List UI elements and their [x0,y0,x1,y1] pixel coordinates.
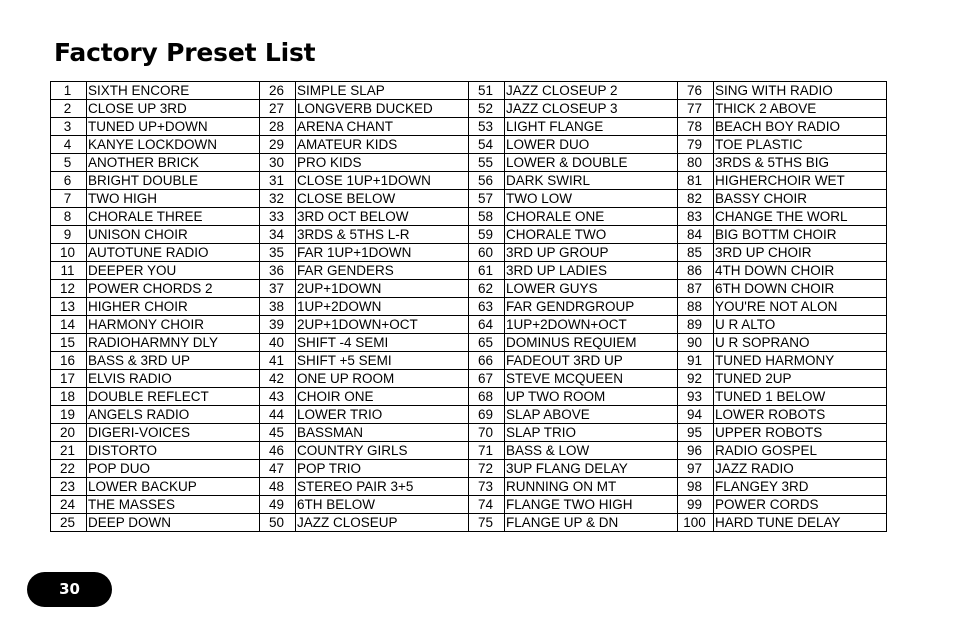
preset-name: ANOTHER BRICK [87,154,260,172]
preset-name: UPPER ROBOTS [714,424,887,442]
preset-name: CHORALE THREE [87,208,260,226]
preset-name: THE MASSES [87,496,260,514]
table-row [51,100,887,118]
preset-number: 60 [469,244,505,262]
preset-name: 1UP+2DOWN [296,298,469,316]
preset-number: 24 [51,496,87,514]
preset-name: TWO LOW [505,190,678,208]
preset-name: LOWER BACKUP [87,478,260,496]
preset-number: 83 [678,208,714,226]
preset-name: ANGELS RADIO [87,406,260,424]
preset-name: ELVIS RADIO [87,370,260,388]
preset-name: 2UP+1DOWN+OCT [296,316,469,334]
preset-name: LOWER TRIO [296,406,469,424]
preset-number: 82 [678,190,714,208]
preset-name: LONGVERB DUCKED [296,100,469,118]
preset-number: 98 [678,478,714,496]
preset-number: 33 [260,208,296,226]
preset-number: 50 [260,514,296,532]
preset-name: JAZZ CLOSEUP 3 [505,100,678,118]
preset-number: 35 [260,244,296,262]
preset-name: SLAP ABOVE [505,406,678,424]
preset-name: 6TH DOWN CHOIR [714,280,887,298]
preset-number: 53 [469,118,505,136]
preset-name: LOWER & DOUBLE [505,154,678,172]
preset-name: BASSY CHOIR [714,190,887,208]
preset-name: TUNED 1 BELOW [714,388,887,406]
table-row [51,172,887,190]
preset-number: 6 [51,172,87,190]
preset-name: RADIO GOSPEL [714,442,887,460]
preset-number: 46 [260,442,296,460]
preset-number: 9 [51,226,87,244]
preset-number: 56 [469,172,505,190]
preset-number: 69 [469,406,505,424]
preset-name: BASSMAN [296,424,469,442]
preset-name: SING WITH RADIO [714,82,887,100]
preset-name: STEVE MCQUEEN [505,370,678,388]
preset-number: 80 [678,154,714,172]
page-title: Factory Preset List [54,38,316,67]
table-row [51,154,887,172]
table-row [51,208,887,226]
preset-number: 18 [51,388,87,406]
table-row [51,334,887,352]
preset-name: 3RDS & 5THS L-R [296,226,469,244]
preset-name: DISTORTO [87,442,260,460]
preset-number: 81 [678,172,714,190]
preset-number: 100 [678,514,714,532]
table-row [51,406,887,424]
page-number-badge: 30 [27,572,112,607]
preset-number: 13 [51,298,87,316]
table-row [51,316,887,334]
preset-number: 67 [469,370,505,388]
preset-number: 73 [469,478,505,496]
preset-number: 28 [260,118,296,136]
preset-number: 2 [51,100,87,118]
preset-number: 57 [469,190,505,208]
preset-number: 49 [260,496,296,514]
preset-name: AUTOTUNE RADIO [87,244,260,262]
preset-number: 88 [678,298,714,316]
preset-number: 99 [678,496,714,514]
preset-name: ONE UP ROOM [296,370,469,388]
table-row [51,298,887,316]
table-row [51,190,887,208]
preset-number: 92 [678,370,714,388]
preset-name: 6TH BELOW [296,496,469,514]
preset-number: 77 [678,100,714,118]
preset-number: 61 [469,262,505,280]
preset-name: JAZZ CLOSEUP [296,514,469,532]
preset-name: SLAP TRIO [505,424,678,442]
preset-name: CHANGE THE WORL [714,208,887,226]
preset-number: 97 [678,460,714,478]
preset-name: 2UP+1DOWN [296,280,469,298]
preset-name: 4TH DOWN CHOIR [714,262,887,280]
preset-name: COUNTRY GIRLS [296,442,469,460]
preset-name: JAZZ CLOSEUP 2 [505,82,678,100]
preset-name: POP DUO [87,460,260,478]
preset-name: 3UP FLANG DELAY [505,460,678,478]
table-row [51,514,887,532]
preset-name: CHORALE TWO [505,226,678,244]
preset-name: YOU'RE NOT ALON [714,298,887,316]
preset-number: 48 [260,478,296,496]
preset-number: 11 [51,262,87,280]
preset-number: 31 [260,172,296,190]
preset-number: 25 [51,514,87,532]
preset-name: HARD TUNE DELAY [714,514,887,532]
preset-name: BASS & LOW [505,442,678,460]
preset-name: TOE PLASTIC [714,136,887,154]
preset-name: 3RD OCT BELOW [296,208,469,226]
preset-number: 70 [469,424,505,442]
preset-name: LOWER GUYS [505,280,678,298]
preset-number: 75 [469,514,505,532]
preset-number: 74 [469,496,505,514]
preset-number: 95 [678,424,714,442]
preset-name: LOWER DUO [505,136,678,154]
preset-number: 12 [51,280,87,298]
preset-name: TUNED 2UP [714,370,887,388]
preset-name: CLOSE BELOW [296,190,469,208]
preset-number: 85 [678,244,714,262]
preset-name: FAR GENDERS [296,262,469,280]
preset-name: HIGHER CHOIR [87,298,260,316]
preset-number: 93 [678,388,714,406]
preset-name: DOUBLE REFLECT [87,388,260,406]
preset-number: 72 [469,460,505,478]
preset-name: SIXTH ENCORE [87,82,260,100]
preset-name: FLANGE UP & DN [505,514,678,532]
table-row [51,370,887,388]
preset-name: PRO KIDS [296,154,469,172]
preset-number: 64 [469,316,505,334]
preset-number: 40 [260,334,296,352]
preset-number: 54 [469,136,505,154]
preset-name: POWER CORDS [714,496,887,514]
preset-number: 4 [51,136,87,154]
preset-name: CHOIR ONE [296,388,469,406]
preset-number: 51 [469,82,505,100]
preset-name: SIMPLE SLAP [296,82,469,100]
preset-name: KANYE LOCKDOWN [87,136,260,154]
preset-number: 30 [260,154,296,172]
preset-name: RUNNING ON MT [505,478,678,496]
preset-number: 3 [51,118,87,136]
preset-number: 63 [469,298,505,316]
table-row [51,478,887,496]
preset-number: 14 [51,316,87,334]
preset-number: 10 [51,244,87,262]
preset-number: 15 [51,334,87,352]
preset-name: POP TRIO [296,460,469,478]
table-row [51,136,887,154]
preset-number: 27 [260,100,296,118]
preset-name: CLOSE UP 3RD [87,100,260,118]
preset-number: 44 [260,406,296,424]
preset-name: FAR 1UP+1DOWN [296,244,469,262]
table-row [51,496,887,514]
preset-number: 1 [51,82,87,100]
preset-number: 91 [678,352,714,370]
preset-number: 71 [469,442,505,460]
preset-number: 65 [469,334,505,352]
preset-name: DOMINUS REQUIEM [505,334,678,352]
preset-name: HIGHERCHOIR WET [714,172,887,190]
preset-table-body [51,82,887,532]
preset-name: POWER CHORDS 2 [87,280,260,298]
preset-number: 37 [260,280,296,298]
preset-number: 29 [260,136,296,154]
table-row [51,442,887,460]
preset-number: 20 [51,424,87,442]
preset-name: RADIOHARMNY DLY [87,334,260,352]
preset-number: 23 [51,478,87,496]
preset-name: DEEP DOWN [87,514,260,532]
preset-number: 47 [260,460,296,478]
preset-name: TUNED UP+DOWN [87,118,260,136]
table-row [51,352,887,370]
table-row [51,226,887,244]
preset-number: 39 [260,316,296,334]
preset-name: BIG BOTTM CHOIR [714,226,887,244]
preset-number: 34 [260,226,296,244]
preset-number: 58 [469,208,505,226]
table-row [51,244,887,262]
table-row [51,460,887,478]
preset-number: 96 [678,442,714,460]
preset-number: 90 [678,334,714,352]
preset-number: 89 [678,316,714,334]
preset-number: 87 [678,280,714,298]
preset-number: 22 [51,460,87,478]
preset-name: FADEOUT 3RD UP [505,352,678,370]
preset-name: BASS & 3RD UP [87,352,260,370]
preset-number: 68 [469,388,505,406]
preset-name: LIGHT FLANGE [505,118,678,136]
preset-number: 42 [260,370,296,388]
preset-name: 3RD UP GROUP [505,244,678,262]
preset-number: 79 [678,136,714,154]
preset-number: 8 [51,208,87,226]
preset-number: 52 [469,100,505,118]
preset-name: TUNED HARMONY [714,352,887,370]
preset-name: 3RDS & 5THS BIG [714,154,887,172]
preset-number: 66 [469,352,505,370]
preset-number: 32 [260,190,296,208]
table-row [51,280,887,298]
preset-number: 26 [260,82,296,100]
preset-name: FAR GENDRGROUP [505,298,678,316]
preset-name: THICK 2 ABOVE [714,100,887,118]
preset-table [50,81,887,532]
preset-name: UP TWO ROOM [505,388,678,406]
preset-number: 21 [51,442,87,460]
preset-number: 55 [469,154,505,172]
preset-name: U R ALTO [714,316,887,334]
preset-name: DEEPER YOU [87,262,260,280]
preset-number: 59 [469,226,505,244]
preset-number: 16 [51,352,87,370]
preset-name: JAZZ RADIO [714,460,887,478]
preset-number: 86 [678,262,714,280]
preset-number: 38 [260,298,296,316]
preset-name: BRIGHT DOUBLE [87,172,260,190]
preset-number: 43 [260,388,296,406]
preset-name: DARK SWIRL [505,172,678,190]
preset-name: CLOSE 1UP+1DOWN [296,172,469,190]
preset-name: ARENA CHANT [296,118,469,136]
preset-name: SHIFT -4 SEMI [296,334,469,352]
table-row [51,424,887,442]
preset-name: BEACH BOY RADIO [714,118,887,136]
preset-name: UNISON CHOIR [87,226,260,244]
preset-number: 41 [260,352,296,370]
preset-name: LOWER ROBOTS [714,406,887,424]
preset-name: U R SOPRANO [714,334,887,352]
preset-number: 36 [260,262,296,280]
preset-name: 1UP+2DOWN+OCT [505,316,678,334]
preset-number: 7 [51,190,87,208]
preset-number: 19 [51,406,87,424]
preset-name: CHORALE ONE [505,208,678,226]
preset-name: FLANGEY 3RD [714,478,887,496]
preset-number: 78 [678,118,714,136]
preset-number: 84 [678,226,714,244]
preset-name: DIGERI-VOICES [87,424,260,442]
table-row [51,118,887,136]
preset-number: 5 [51,154,87,172]
preset-name: STEREO PAIR 3+5 [296,478,469,496]
preset-number: 17 [51,370,87,388]
preset-number: 76 [678,82,714,100]
table-row [51,388,887,406]
table-row [51,82,887,100]
preset-name: AMATEUR KIDS [296,136,469,154]
preset-name: 3RD UP CHOIR [714,244,887,262]
preset-number: 94 [678,406,714,424]
preset-number: 45 [260,424,296,442]
preset-name: 3RD UP LADIES [505,262,678,280]
preset-name: HARMONY CHOIR [87,316,260,334]
preset-number: 62 [469,280,505,298]
preset-name: TWO HIGH [87,190,260,208]
preset-name: SHIFT +5 SEMI [296,352,469,370]
table-row [51,262,887,280]
preset-name: FLANGE TWO HIGH [505,496,678,514]
